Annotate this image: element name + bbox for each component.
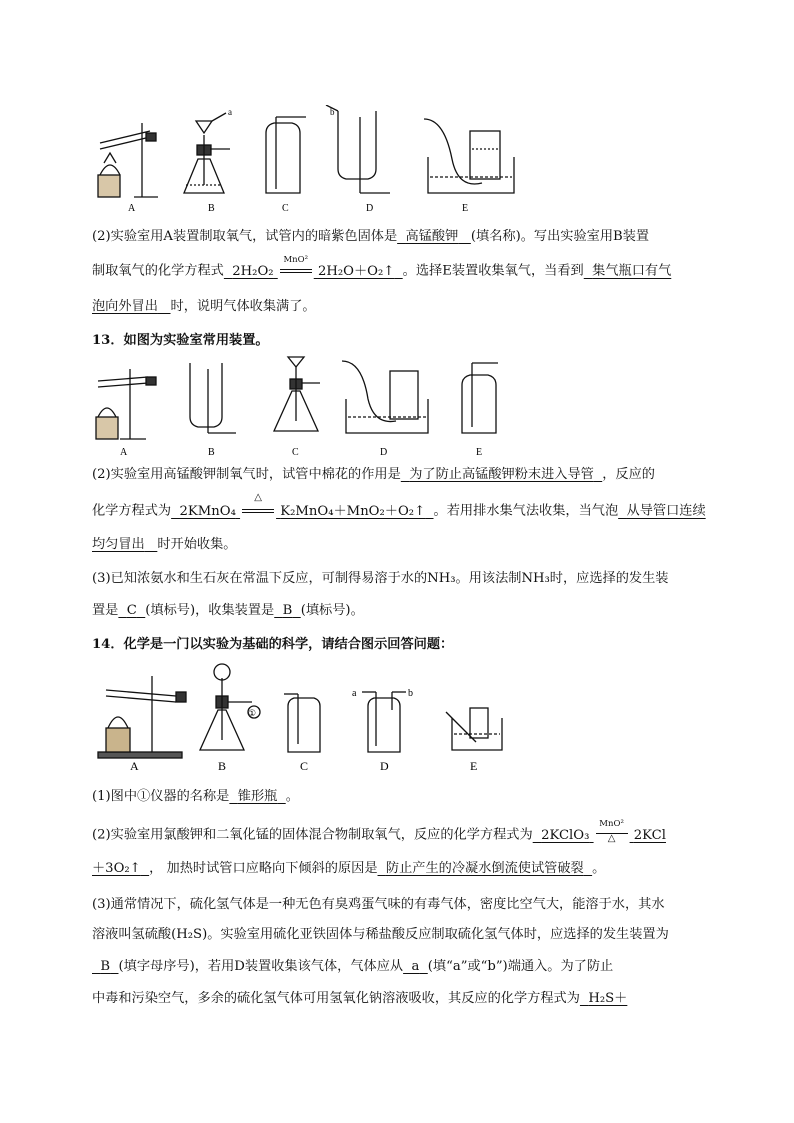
q13-part2-line3: 均匀冒出 时开始收集。 <box>92 537 237 552</box>
q13-part2-line2: 化学方程式为 2KMnO₄ △ K₂MnO₄＋MnO₂＋O₂↑ 。若用排水集气法收集，当气泡 从导管口连续 <box>92 492 706 519</box>
q12-part2-line1: (2)实验室用A装置制取氧气，试管内的暗紫色固体是 高锰酸钾 (填名称)。写出实验室用B装置 <box>92 229 650 244</box>
q12-answer-3a: 集气瓶口有气 <box>592 263 672 279</box>
q13-equation: 2KMnO₄ △ K₂MnO₄＋MnO₂＋O₂↑ <box>179 492 426 519</box>
q14-part3-line1: (3)通常情况下，硫化氢气体是一种无色有臭鸡蛋气味的有毒气体，密度比空气大，能溶于水，其水 <box>92 897 665 912</box>
apparatus-figure-q12 <box>90 105 530 215</box>
fig1-label-c: C <box>282 203 289 214</box>
q12-part2-line2: 制取氧气的化学方程式 2H₂O₂ MnO² 2H₂O＋O₂↑ 。选择E装置收集氧气，当看到 集气瓶口有气 <box>92 255 672 279</box>
q13-part3-answer-2: B <box>282 603 293 618</box>
q12-equation: 2H₂O₂ MnO² 2H₂O＋O₂↑ <box>232 255 395 279</box>
q12-part2-line3: 泡向外冒出 时，说明气体收集满了。 <box>92 299 316 314</box>
q13-answer-3b: 均匀冒出 <box>92 537 145 552</box>
q14-part1: (1)图中①仪器的名称是 锥形瓶 。 <box>92 789 299 804</box>
fig1-label-e: E <box>462 203 469 214</box>
q14-part3-answer-1: B <box>100 959 111 974</box>
q14-part2-line2: ＋3O₂↑ ， 加热时试管口应略向下倾斜的原因是 防止产生的冷凝水倒流使试管破裂 。 <box>92 861 606 876</box>
q14-equation-r: ＋3O₂↑ <box>92 861 141 876</box>
q13-answer-3a: 从导管口连续 <box>626 503 706 519</box>
q12-answer-1: 高锰酸钾 <box>405 229 459 244</box>
fig2-label-b: B <box>208 447 215 458</box>
fig3-label-a: A <box>130 759 139 773</box>
apparatus-figure-q13 <box>90 355 530 465</box>
fig3-mark-1: ① <box>248 709 257 719</box>
fig1-label-b: B <box>208 203 215 214</box>
apparatus-figure-q14 <box>96 660 526 775</box>
fig3-label-c: C <box>300 759 309 773</box>
fig2-label-e: E <box>476 447 483 458</box>
q14-part3-line4: 中毒和污染空气，多余的硫化氢气体可用氢氧化钠溶液吸收，其反应的化学方程式为 H₂S＋ <box>92 991 628 1006</box>
fig1-label-a: A <box>128 203 136 214</box>
q12-answer-3b: 泡向外冒出 <box>92 299 158 314</box>
fig1-mark-a: a <box>228 107 232 117</box>
fig2-label-c: C <box>292 447 299 458</box>
q14-part3-line3: B (填字母序号)，若用D装置收集该气体，气体应从 a (填“a”或“b”)端通入。为了防止 <box>92 958 613 976</box>
q14-part2-line1: (2)实验室用氯酸钾和二氧化锰的固体混合物制取氧气，反应的化学方程式为 2KClO₃ $\frac{\text{MnO²}}{\triangle}$ 2KCl <box>92 819 666 844</box>
fig3-label-b: B <box>218 759 227 773</box>
q14-part3-answer-3: H₂S＋ <box>588 991 628 1006</box>
q13-title: 13．如图为实验室常用装置。 <box>92 333 269 348</box>
q14-title: 14．化学是一门以实验为基础的科学，请结合图示回答问题： <box>92 637 454 652</box>
q13-part3-line2: 置是 C (填标号)，收集装置是 B (填标号)。 <box>92 603 364 618</box>
fig3-label-e: E <box>470 759 478 773</box>
fig3-mark-a: a <box>352 688 357 699</box>
q14-part3-line2: 溶液叫氢硫酸(H₂S)。实验室用硫化亚铁固体与稀盐酸反应制取硫化氢气体时，应选择的发生装置为 <box>92 927 669 942</box>
q13-part3-line1: (3)已知浓氨水和生石灰在常温下反应，可制得易溶于水的NH₃。用该法制NH₃时，应选择的发生装 <box>92 571 669 586</box>
fig3-label-d: D <box>380 759 389 773</box>
q13-part2-line1: (2)实验室用高锰酸钾制氧气时，试管中棉花的作用是 为了防止高锰酸钾粉末进入导管 ，反应的 <box>92 467 655 482</box>
q14-answer-1: 锥形瓶 <box>237 789 278 804</box>
q14-equation-l: 2KClO₃ $\frac{\text{MnO²}}{\triangle}$ 2KCl <box>541 819 666 844</box>
q13-part3-answer-1: C <box>126 603 137 618</box>
fig2-label-a: A <box>120 447 128 458</box>
q13-answer-1: 为了防止高锰酸钾粉末进入导管 <box>409 467 594 482</box>
fig1-mark-b: b <box>330 107 335 117</box>
fig1-label-d: D <box>366 203 374 214</box>
q14-part3-answer-2: a <box>411 959 420 974</box>
fig2-label-d: D <box>380 447 388 458</box>
q14-answer-2: 防止产生的冷凝水倒流使试管破裂 <box>385 861 584 876</box>
fig3-mark-b: b <box>408 688 413 699</box>
